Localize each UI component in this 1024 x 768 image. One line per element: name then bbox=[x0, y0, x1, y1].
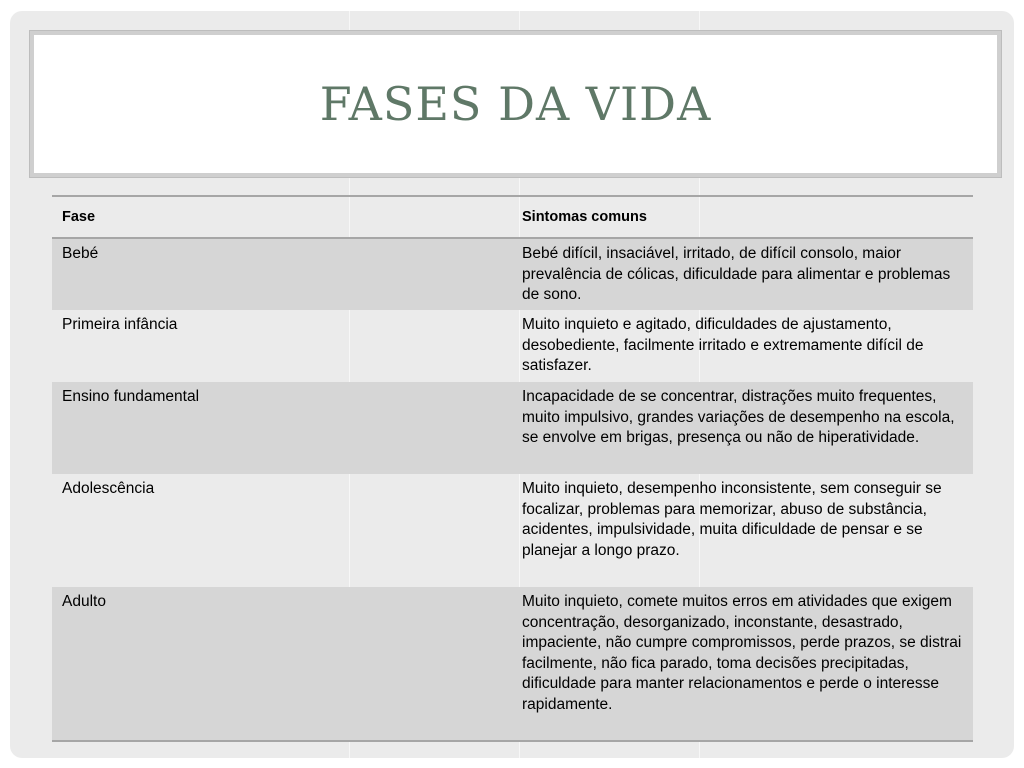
slide-title: FASES DA VIDA bbox=[319, 77, 712, 131]
title-frame bbox=[30, 31, 1001, 177]
phase-cell: Bebé bbox=[52, 238, 512, 310]
table-row bbox=[52, 474, 973, 587]
table-row bbox=[52, 587, 973, 741]
symptoms-cell: Bebé difícil, insaciável, irritado, de difícil consolo, maior prevalência de cólicas, dificuldade para alimentar e problemas de sono. bbox=[512, 238, 973, 310]
phase-cell: Ensino fundamental bbox=[52, 382, 512, 474]
symptoms-cell: Muito inquieto e agitado, dificuldades de ajustamento, desobediente, facilmente irritado e extremamente difícil de satisfazer. bbox=[522, 316, 924, 374]
title-area bbox=[41, 42, 990, 166]
slide bbox=[10, 11, 1014, 758]
symptoms-cell: Incapacidade de se concentrar, distrações muito frequentes, muito impulsivo, grandes variações de desempenho na escola, se envolve em brigas, presença ou não de hiperatividade. bbox=[512, 382, 973, 474]
phase-cell: Adulto bbox=[52, 587, 512, 741]
table-row bbox=[52, 310, 973, 382]
table-row bbox=[52, 238, 973, 310]
table-row bbox=[52, 382, 973, 474]
symptoms-cell: Muito inquieto, comete muitos erros em atividades que exigem concentração, desorganizado, inconstante, desastrado, impaciente, não cumpre compromissos, perde prazos, se distrai facilmente, não fica parado, toma decisões precipitadas, dificuldade para manter relacionamentos e perde o interesse rapidamente. bbox=[512, 587, 973, 741]
symptoms-cell: Muito inquieto, desempenho inconsistente, sem conseguir se focalizar, problemas para memorizar, abuso de substância, acidentes, impulsividade, muita dificuldade de pensar e se planejar a longo prazo. bbox=[522, 480, 942, 559]
phases-table bbox=[52, 195, 973, 742]
header-symptoms: Sintomas comuns bbox=[512, 196, 973, 238]
phase-cell: Primeira infância bbox=[62, 316, 178, 333]
header-phase: Fase bbox=[52, 196, 512, 238]
phase-cell: Adolescência bbox=[62, 480, 155, 497]
table-header-row bbox=[52, 196, 973, 238]
